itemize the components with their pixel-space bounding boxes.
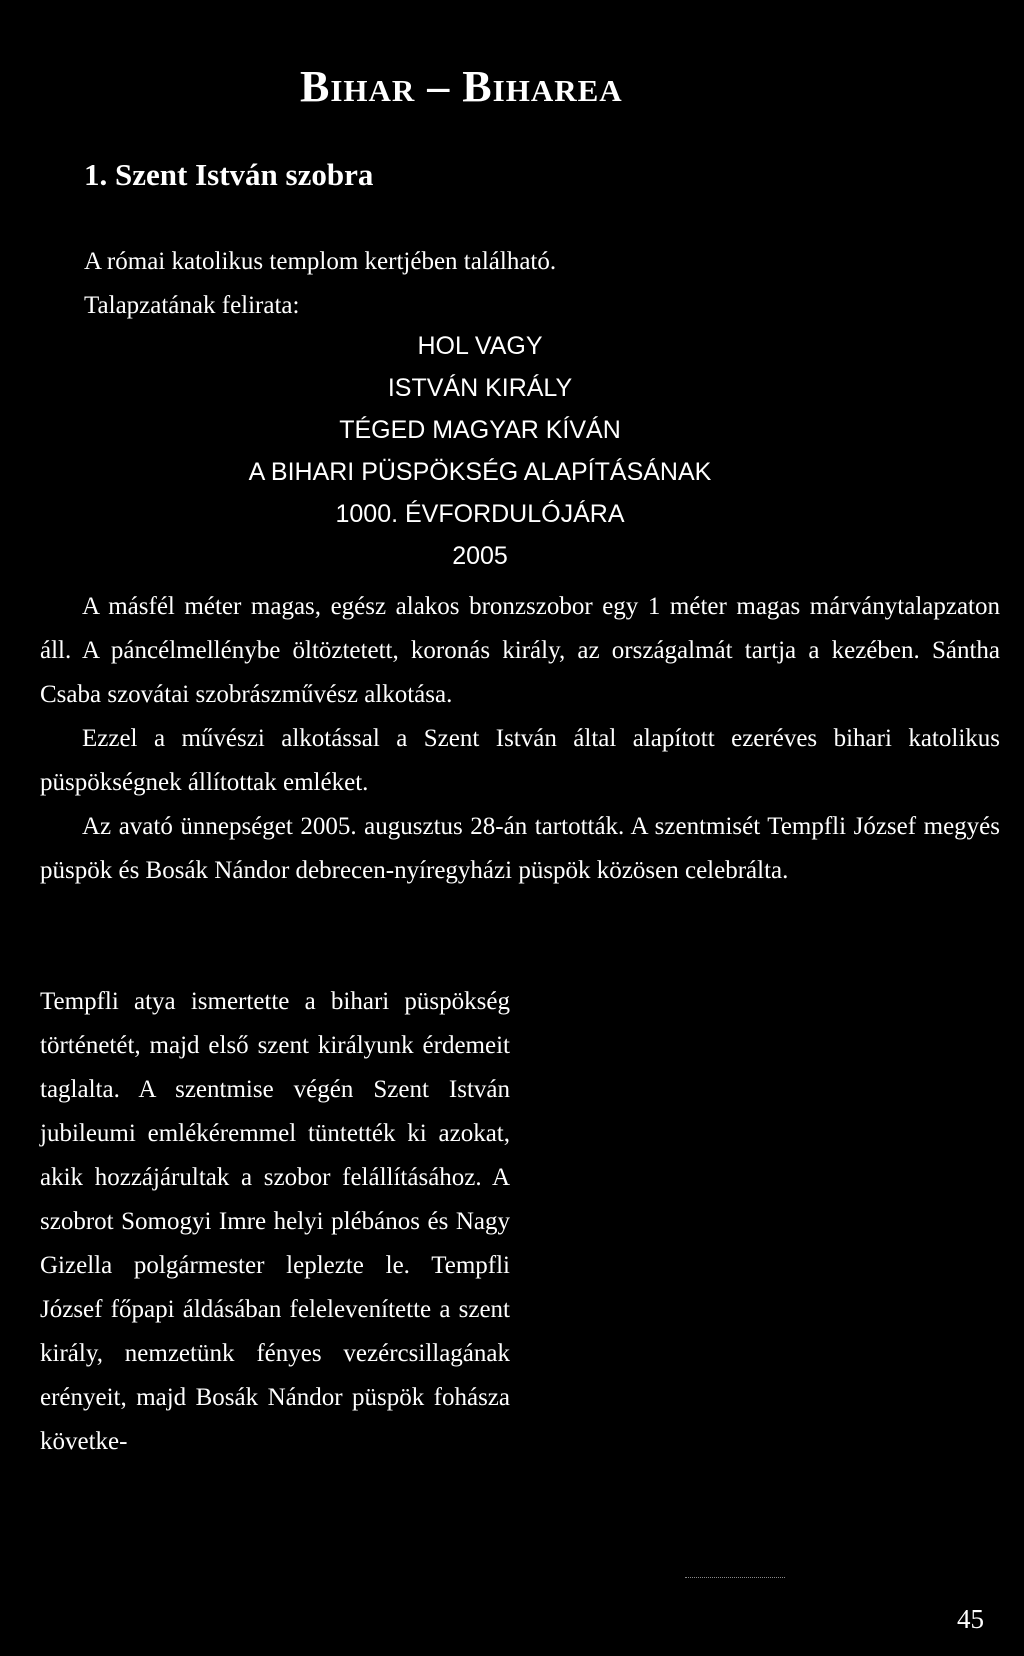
- paragraph: A másfél méter magas, egész alakos bronzszobor egy 1 méter magas márványtalapzaton áll. A páncélmellénybe öltöztetett, koronás király, az országalmát tartja a kezében. Sántha Csaba szovátai szobrászművész alkotása.: [40, 593, 1000, 708]
- inscription-block: [40, 325, 920, 577]
- body-text-column: [40, 980, 510, 1464]
- inscription-line: ISTVÁN KIRÁLY: [387, 374, 573, 402]
- inscription-line: HOL VAGY: [417, 332, 543, 360]
- paragraph: Az avató ünnepséget 2005. augusztus 28-án tartották. A szentmisét Tempfli József megyés püspök és Bosák Nándor debrecen-nyíregyházi püspök közösen celebrálta.: [40, 813, 1000, 884]
- inscription-line: 1000. ÉVFORDULÓJÁRA: [335, 500, 625, 528]
- paragraph: Tempfli atya ismertette a bihari püspökség történetét, majd első szent királyunk érdemeit taglalta. A szentmise végén Szent István jubileumi emlékéremmel tüntették ki azokat, akik hozzájárultak a szobor felállításához. A szobrot Somogyi Imre helyi plébános és Nagy Gizella polgármester leplezte le. Tempfli József főpapi áldásában felelevenítette a szent király, nemzetünk fényes vezércsillagának erényeit, majd Bosák Nándor püspök fohásza követke-: [40, 988, 510, 1455]
- intro-block: [84, 240, 964, 328]
- inscription-line: A BIHARI PÜSPÖKSÉG ALAPÍTÁSÁNAK: [248, 458, 712, 486]
- intro-line: A római katolikus templom kertjében található.: [84, 248, 557, 275]
- paragraph: Ezzel a művészi alkotással a Szent István által alapított ezeréves bihari katolikus püspökségnek állítottak emléket.: [40, 725, 1000, 796]
- page-number: 45: [957, 1604, 984, 1634]
- inscription-line: 2005: [452, 542, 508, 570]
- body-text-full-width: [40, 585, 1000, 893]
- intro-line: Talapzatának felirata:: [84, 292, 300, 319]
- page-title: Bihar – Biharea: [300, 62, 623, 111]
- divider: [685, 1577, 785, 1579]
- inscription-line: TÉGED MAGYAR KÍVÁN: [339, 416, 621, 444]
- section-heading: 1. Szent István szobra: [84, 157, 374, 192]
